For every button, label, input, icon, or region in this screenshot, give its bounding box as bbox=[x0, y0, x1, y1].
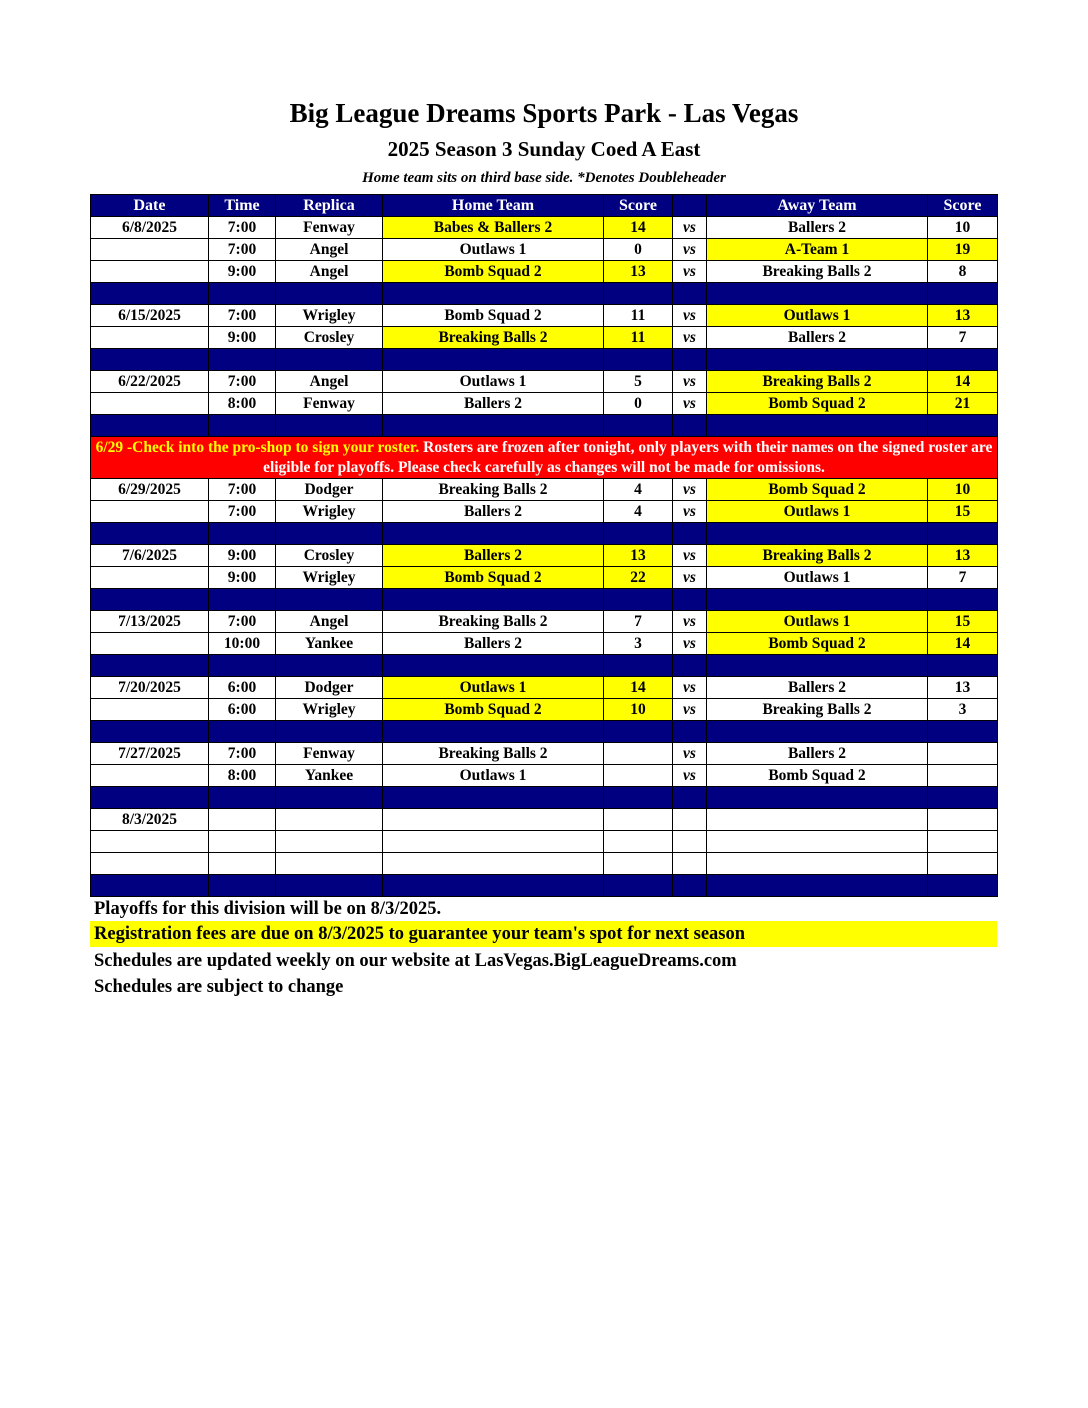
schedule-note: Home team sits on third base side. *Denotes Doubleheader bbox=[362, 170, 726, 186]
separator-cell bbox=[673, 415, 707, 437]
vs-cell: vs bbox=[673, 611, 707, 633]
separator-cell bbox=[91, 875, 209, 897]
away-score-cell: 14 bbox=[928, 633, 998, 655]
separator-cell bbox=[383, 655, 604, 677]
separator-cell bbox=[383, 787, 604, 809]
separator-cell bbox=[209, 349, 276, 371]
separator-cell bbox=[673, 787, 707, 809]
home-team-cell: Breaking Balls 2 bbox=[383, 327, 604, 349]
away-score-cell: 8 bbox=[928, 261, 998, 283]
separator-cell bbox=[673, 721, 707, 743]
game-row bbox=[91, 479, 998, 501]
time-cell: 8:00 bbox=[209, 393, 276, 415]
replica-field-cell: Fenway bbox=[276, 743, 383, 765]
date-cell: 6/8/2025 bbox=[91, 217, 209, 239]
game-row bbox=[91, 327, 998, 349]
away-score-cell bbox=[928, 743, 998, 765]
away-score-cell: 10 bbox=[928, 217, 998, 239]
empty-cell bbox=[604, 831, 673, 853]
empty-cell bbox=[209, 853, 276, 875]
date-cell: 8/3/2025 bbox=[91, 809, 209, 831]
separator-cell bbox=[209, 415, 276, 437]
game-row bbox=[91, 677, 998, 699]
separator-cell bbox=[928, 349, 998, 371]
home-team-cell: Ballers 2 bbox=[383, 393, 604, 415]
vs-cell: vs bbox=[673, 261, 707, 283]
time-cell: 9:00 bbox=[209, 327, 276, 349]
replica-field-cell: Fenway bbox=[276, 217, 383, 239]
replica-field-cell: Crosley bbox=[276, 545, 383, 567]
vs-cell: vs bbox=[673, 699, 707, 721]
separator-cell bbox=[707, 875, 928, 897]
empty-cell bbox=[276, 809, 383, 831]
separator-row bbox=[91, 283, 998, 305]
separator-cell bbox=[707, 283, 928, 305]
separator-row bbox=[91, 721, 998, 743]
time-cell: 9:00 bbox=[209, 261, 276, 283]
separator-cell bbox=[383, 349, 604, 371]
time-cell: 10:00 bbox=[209, 633, 276, 655]
away-team-cell: A-Team 1 bbox=[707, 239, 928, 261]
separator-cell bbox=[91, 655, 209, 677]
date-cell bbox=[91, 765, 209, 787]
change-note: Schedules are subject to change bbox=[94, 977, 344, 997]
col-header-vs bbox=[673, 195, 707, 217]
home-score-cell bbox=[604, 743, 673, 765]
home-score-cell: 22 bbox=[604, 567, 673, 589]
vs-cell: vs bbox=[673, 479, 707, 501]
vs-cell: vs bbox=[673, 371, 707, 393]
date-cell bbox=[91, 853, 209, 875]
replica-field-cell: Yankee bbox=[276, 765, 383, 787]
empty-cell bbox=[673, 809, 707, 831]
home-score-cell: 5 bbox=[604, 371, 673, 393]
separator-cell bbox=[604, 349, 673, 371]
schedule-table bbox=[90, 194, 998, 897]
home-team-cell: Bomb Squad 2 bbox=[383, 699, 604, 721]
home-score-cell bbox=[604, 765, 673, 787]
game-row bbox=[91, 239, 998, 261]
empty-row bbox=[91, 853, 998, 875]
time-cell: 6:00 bbox=[209, 677, 276, 699]
vs-cell: vs bbox=[673, 677, 707, 699]
separator-cell bbox=[707, 589, 928, 611]
vs-cell: vs bbox=[673, 501, 707, 523]
separator-cell bbox=[209, 787, 276, 809]
separator-cell bbox=[91, 589, 209, 611]
separator-cell bbox=[928, 721, 998, 743]
roster-notice-highlight: 6/29 -Check into the pro-shop to sign your roster. bbox=[95, 438, 420, 456]
game-row bbox=[91, 567, 998, 589]
empty-row bbox=[91, 831, 998, 853]
empty-cell bbox=[276, 853, 383, 875]
time-cell: 7:00 bbox=[209, 479, 276, 501]
separator-cell bbox=[928, 655, 998, 677]
vs-cell: vs bbox=[673, 327, 707, 349]
col-header-home-score: Score bbox=[604, 195, 673, 217]
date-cell: 7/13/2025 bbox=[91, 611, 209, 633]
home-team-cell: Outlaws 1 bbox=[383, 765, 604, 787]
away-team-cell: Ballers 2 bbox=[707, 217, 928, 239]
game-row bbox=[91, 217, 998, 239]
time-cell: 7:00 bbox=[209, 305, 276, 327]
away-team-cell: Breaking Balls 2 bbox=[707, 371, 928, 393]
separator-cell bbox=[604, 589, 673, 611]
away-score-cell bbox=[928, 765, 998, 787]
home-score-cell: 13 bbox=[604, 545, 673, 567]
game-row bbox=[91, 545, 998, 567]
page-title: Big League Dreams Sports Park - Las Vegas bbox=[289, 98, 799, 128]
separator-cell bbox=[276, 875, 383, 897]
separator-cell bbox=[673, 589, 707, 611]
separator-cell bbox=[276, 283, 383, 305]
home-score-cell: 3 bbox=[604, 633, 673, 655]
empty-cell bbox=[276, 831, 383, 853]
separator-cell bbox=[673, 655, 707, 677]
separator-cell bbox=[928, 589, 998, 611]
game-row bbox=[91, 765, 998, 787]
game-row bbox=[91, 371, 998, 393]
away-team-cell: Breaking Balls 2 bbox=[707, 699, 928, 721]
home-score-cell: 14 bbox=[604, 217, 673, 239]
separator-cell bbox=[383, 523, 604, 545]
vs-cell: vs bbox=[673, 239, 707, 261]
replica-field-cell: Wrigley bbox=[276, 305, 383, 327]
away-score-cell: 15 bbox=[928, 611, 998, 633]
empty-cell bbox=[928, 853, 998, 875]
separator-cell bbox=[209, 655, 276, 677]
home-team-cell: Ballers 2 bbox=[383, 633, 604, 655]
separator-cell bbox=[276, 523, 383, 545]
home-team-cell: Ballers 2 bbox=[383, 501, 604, 523]
separator-cell bbox=[928, 875, 998, 897]
col-header-away-team: Away Team bbox=[707, 195, 928, 217]
empty-cell bbox=[707, 831, 928, 853]
vs-cell: vs bbox=[673, 217, 707, 239]
away-team-cell: Outlaws 1 bbox=[707, 501, 928, 523]
away-score-cell: 13 bbox=[928, 305, 998, 327]
home-score-cell: 4 bbox=[604, 479, 673, 501]
date-cell bbox=[91, 501, 209, 523]
empty-cell bbox=[604, 853, 673, 875]
home-team-cell: Ballers 2 bbox=[383, 545, 604, 567]
separator-cell bbox=[928, 523, 998, 545]
replica-field-cell: Angel bbox=[276, 611, 383, 633]
header-row bbox=[91, 195, 998, 217]
away-team-cell: Outlaws 1 bbox=[707, 611, 928, 633]
separator-cell bbox=[383, 721, 604, 743]
date-cell bbox=[91, 567, 209, 589]
game-row bbox=[91, 633, 998, 655]
separator-row bbox=[91, 655, 998, 677]
separator-cell bbox=[673, 875, 707, 897]
separator-cell bbox=[383, 415, 604, 437]
col-header-date: Date bbox=[91, 195, 209, 217]
date-cell: 7/20/2025 bbox=[91, 677, 209, 699]
date-cell bbox=[91, 831, 209, 853]
away-team-cell: Bomb Squad 2 bbox=[707, 633, 928, 655]
separator-cell bbox=[707, 415, 928, 437]
game-row bbox=[91, 611, 998, 633]
roster-notice-text: Rosters are frozen after tonight, only players with their names on the signed roster are eligible for playoffs. Please check carefully as changes will not be made for omissions. bbox=[263, 438, 993, 476]
away-score-cell: 13 bbox=[928, 677, 998, 699]
empty-cell bbox=[707, 809, 928, 831]
separator-cell bbox=[91, 349, 209, 371]
empty-cell bbox=[928, 831, 998, 853]
away-score-cell: 13 bbox=[928, 545, 998, 567]
roster-notice bbox=[91, 437, 998, 479]
home-team-cell: Bomb Squad 2 bbox=[383, 261, 604, 283]
separator-cell bbox=[91, 415, 209, 437]
replica-field-cell: Wrigley bbox=[276, 699, 383, 721]
home-score-cell: 7 bbox=[604, 611, 673, 633]
separator-row bbox=[91, 349, 998, 371]
date-cell bbox=[91, 393, 209, 415]
vs-cell: vs bbox=[673, 305, 707, 327]
empty-cell bbox=[383, 853, 604, 875]
separator-cell bbox=[209, 283, 276, 305]
time-cell: 7:00 bbox=[209, 501, 276, 523]
separator-cell bbox=[707, 721, 928, 743]
separator-cell bbox=[276, 349, 383, 371]
col-header-time: Time bbox=[209, 195, 276, 217]
separator-cell bbox=[276, 415, 383, 437]
separator-cell bbox=[209, 523, 276, 545]
game-row bbox=[91, 743, 998, 765]
time-cell: 9:00 bbox=[209, 545, 276, 567]
separator-cell bbox=[276, 721, 383, 743]
away-team-cell: Bomb Squad 2 bbox=[707, 393, 928, 415]
away-team-cell: Breaking Balls 2 bbox=[707, 545, 928, 567]
empty-cell bbox=[673, 853, 707, 875]
replica-field-cell: Dodger bbox=[276, 479, 383, 501]
empty-cell bbox=[383, 809, 604, 831]
separator-cell bbox=[604, 655, 673, 677]
home-score-cell: 10 bbox=[604, 699, 673, 721]
separator-cell bbox=[91, 523, 209, 545]
time-cell: 6:00 bbox=[209, 699, 276, 721]
separator-cell bbox=[91, 283, 209, 305]
separator-row bbox=[91, 523, 998, 545]
vs-cell: vs bbox=[673, 765, 707, 787]
date-cell bbox=[91, 261, 209, 283]
replica-field-cell: Angel bbox=[276, 371, 383, 393]
away-team-cell: Ballers 2 bbox=[707, 327, 928, 349]
vs-cell: vs bbox=[673, 545, 707, 567]
home-score-cell: 4 bbox=[604, 501, 673, 523]
separator-cell bbox=[604, 523, 673, 545]
time-cell: 7:00 bbox=[209, 371, 276, 393]
empty-cell bbox=[673, 831, 707, 853]
date-cell bbox=[91, 327, 209, 349]
game-row bbox=[91, 261, 998, 283]
away-team-cell: Bomb Squad 2 bbox=[707, 479, 928, 501]
separator-cell bbox=[604, 415, 673, 437]
separator-cell bbox=[604, 787, 673, 809]
separator-cell bbox=[928, 787, 998, 809]
empty-cell bbox=[707, 853, 928, 875]
col-header-home-team: Home Team bbox=[383, 195, 604, 217]
vs-cell: vs bbox=[673, 567, 707, 589]
away-score-cell: 19 bbox=[928, 239, 998, 261]
separator-cell bbox=[383, 875, 604, 897]
separator-cell bbox=[707, 655, 928, 677]
time-cell: 7:00 bbox=[209, 743, 276, 765]
home-team-cell: Babes & Ballers 2 bbox=[383, 217, 604, 239]
game-row bbox=[91, 393, 998, 415]
separator-cell bbox=[91, 787, 209, 809]
home-team-cell: Outlaws 1 bbox=[383, 371, 604, 393]
schedule-body bbox=[91, 217, 998, 897]
home-score-cell: 11 bbox=[604, 327, 673, 349]
time-cell: 8:00 bbox=[209, 765, 276, 787]
home-score-cell: 14 bbox=[604, 677, 673, 699]
date-cell bbox=[91, 699, 209, 721]
away-score-cell: 7 bbox=[928, 327, 998, 349]
time-cell: 7:00 bbox=[209, 217, 276, 239]
replica-field-cell: Yankee bbox=[276, 633, 383, 655]
replica-field-cell: Fenway bbox=[276, 393, 383, 415]
replica-field-cell: Wrigley bbox=[276, 567, 383, 589]
vs-cell: vs bbox=[673, 743, 707, 765]
away-team-cell: Ballers 2 bbox=[707, 677, 928, 699]
time-cell: 9:00 bbox=[209, 567, 276, 589]
away-team-cell: Bomb Squad 2 bbox=[707, 765, 928, 787]
empty-cell bbox=[209, 809, 276, 831]
roster-notice-row bbox=[91, 437, 998, 479]
separator-cell bbox=[209, 721, 276, 743]
registration-note: Registration fees are due on 8/3/2025 to guarantee your team's spot for next season bbox=[90, 921, 997, 947]
separator-cell bbox=[604, 283, 673, 305]
playoffs-note: Playoffs for this division will be on 8/3/2025. bbox=[94, 899, 442, 919]
separator-cell bbox=[209, 875, 276, 897]
home-score-cell: 11 bbox=[604, 305, 673, 327]
date-cell: 6/29/2025 bbox=[91, 479, 209, 501]
home-score-cell: 0 bbox=[604, 393, 673, 415]
away-score-cell: 3 bbox=[928, 699, 998, 721]
separator-cell bbox=[383, 283, 604, 305]
website-note: Schedules are updated weekly on our website at LasVegas.BigLeagueDreams.com bbox=[94, 951, 737, 971]
separator-cell bbox=[707, 349, 928, 371]
home-team-cell: Outlaws 1 bbox=[383, 677, 604, 699]
replica-field-cell: Dodger bbox=[276, 677, 383, 699]
col-header-away-score: Score bbox=[928, 195, 998, 217]
vs-cell: vs bbox=[673, 393, 707, 415]
vs-cell: vs bbox=[673, 633, 707, 655]
separator-row bbox=[91, 589, 998, 611]
page-subtitle: 2025 Season 3 Sunday Coed A East bbox=[387, 137, 701, 161]
away-team-cell: Breaking Balls 2 bbox=[707, 261, 928, 283]
away-score-cell: 10 bbox=[928, 479, 998, 501]
home-team-cell: Breaking Balls 2 bbox=[383, 611, 604, 633]
separator-cell bbox=[673, 283, 707, 305]
away-team-cell: Outlaws 1 bbox=[707, 305, 928, 327]
date-cell: 7/6/2025 bbox=[91, 545, 209, 567]
home-team-cell: Breaking Balls 2 bbox=[383, 743, 604, 765]
empty-cell bbox=[383, 831, 604, 853]
away-score-cell: 14 bbox=[928, 371, 998, 393]
separator-cell bbox=[604, 721, 673, 743]
separator-cell bbox=[928, 283, 998, 305]
date-cell: 6/15/2025 bbox=[91, 305, 209, 327]
separator-cell bbox=[276, 589, 383, 611]
empty-cell bbox=[209, 831, 276, 853]
home-team-cell: Bomb Squad 2 bbox=[383, 567, 604, 589]
date-cell bbox=[91, 239, 209, 261]
home-team-cell: Bomb Squad 2 bbox=[383, 305, 604, 327]
separator-cell bbox=[707, 523, 928, 545]
empty-row bbox=[91, 809, 998, 831]
home-score-cell: 13 bbox=[604, 261, 673, 283]
separator-cell bbox=[209, 589, 276, 611]
separator-row bbox=[91, 787, 998, 809]
home-score-cell: 0 bbox=[604, 239, 673, 261]
empty-cell bbox=[604, 809, 673, 831]
separator-cell bbox=[673, 523, 707, 545]
time-cell: 7:00 bbox=[209, 611, 276, 633]
empty-cell bbox=[928, 809, 998, 831]
col-header-replica: Replica bbox=[276, 195, 383, 217]
date-cell: 7/27/2025 bbox=[91, 743, 209, 765]
home-team-cell: Breaking Balls 2 bbox=[383, 479, 604, 501]
away-score-cell: 15 bbox=[928, 501, 998, 523]
separator-cell bbox=[276, 787, 383, 809]
date-cell bbox=[91, 633, 209, 655]
separator-cell bbox=[276, 655, 383, 677]
separator-row bbox=[91, 875, 998, 897]
separator-cell bbox=[707, 787, 928, 809]
replica-field-cell: Wrigley bbox=[276, 501, 383, 523]
away-score-cell: 21 bbox=[928, 393, 998, 415]
replica-field-cell: Angel bbox=[276, 261, 383, 283]
game-row bbox=[91, 699, 998, 721]
away-team-cell: Outlaws 1 bbox=[707, 567, 928, 589]
replica-field-cell: Angel bbox=[276, 239, 383, 261]
separator-cell bbox=[383, 589, 604, 611]
separator-cell bbox=[928, 415, 998, 437]
game-row bbox=[91, 305, 998, 327]
separator-cell bbox=[604, 875, 673, 897]
separator-cell bbox=[91, 721, 209, 743]
date-cell: 6/22/2025 bbox=[91, 371, 209, 393]
separator-cell bbox=[673, 349, 707, 371]
away-team-cell: Ballers 2 bbox=[707, 743, 928, 765]
game-row bbox=[91, 501, 998, 523]
time-cell: 7:00 bbox=[209, 239, 276, 261]
replica-field-cell: Crosley bbox=[276, 327, 383, 349]
separator-row bbox=[91, 415, 998, 437]
home-team-cell: Outlaws 1 bbox=[383, 239, 604, 261]
away-score-cell: 7 bbox=[928, 567, 998, 589]
